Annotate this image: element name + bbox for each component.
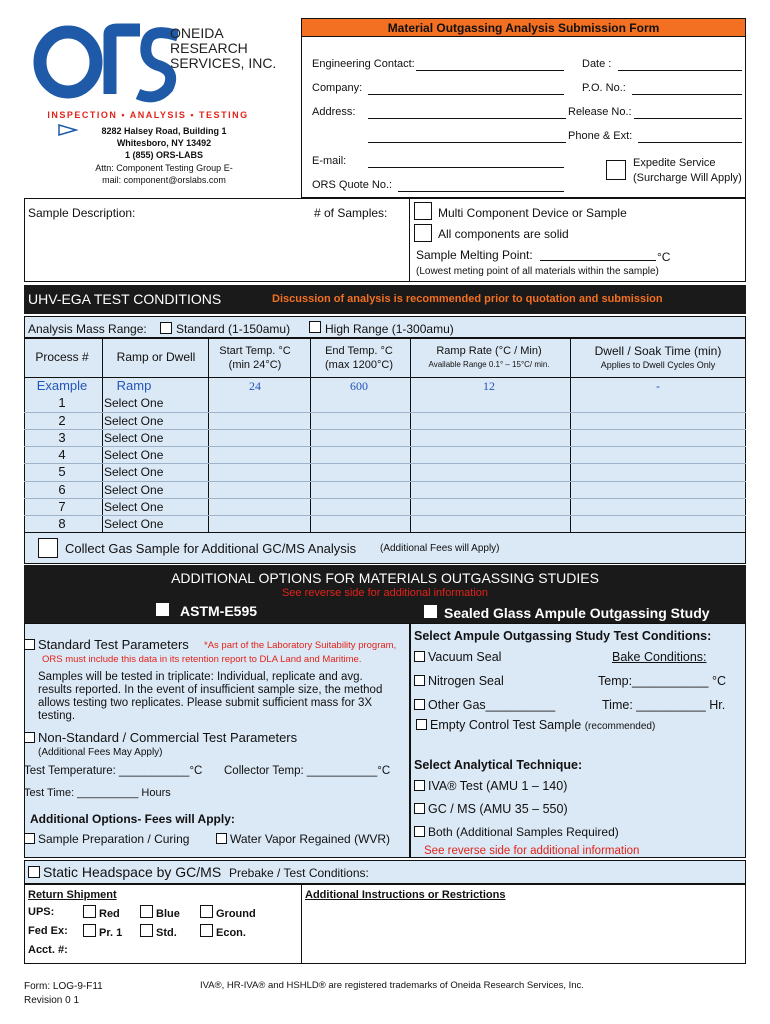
- empty-control-checkbox[interactable]: [416, 719, 427, 730]
- release-no-label: Release No.:: [568, 106, 632, 118]
- sample-description-label: Sample Description:: [28, 206, 136, 220]
- nonstandard-checkbox[interactable]: [24, 732, 35, 743]
- form-id: Form: LOG-9-F11 Revision 0 1: [24, 981, 103, 1006]
- iva-checkbox[interactable]: [414, 780, 425, 791]
- address-field-1[interactable]: [368, 118, 566, 119]
- standard-range-checkbox[interactable]: [160, 322, 172, 334]
- row-number: 2: [58, 413, 66, 429]
- row-number: 4: [58, 447, 66, 463]
- quote-no-field[interactable]: [398, 191, 564, 192]
- email-label: E-mail:: [312, 155, 347, 167]
- uhv-discussion: Discussion of analysis is recommended prior to quotation and submission: [272, 293, 663, 305]
- vacuum-option: Vacuum Seal: [414, 650, 501, 664]
- bake-time: Time: __________ Hr.: [602, 698, 726, 712]
- col-process: Process #: [35, 350, 89, 364]
- divider: [409, 198, 410, 282]
- table-row: [24, 429, 746, 446]
- ramp-select[interactable]: Select One: [104, 516, 164, 531]
- uhv-title: UHV-EGA TEST CONDITIONS: [28, 291, 222, 307]
- table-row: [24, 463, 746, 480]
- test-temp: Test Temperature: ___________°C: [24, 765, 203, 777]
- bake-temp: Temp:___________ °C: [598, 674, 727, 688]
- melting-note: (Lowest meting point of all materials within the sample): [416, 266, 659, 277]
- gas-sample-label: Collect Gas Sample for Additional GC/MS Analysis: [65, 541, 357, 556]
- pr1-option: Pr. 1: [83, 924, 122, 939]
- ramp-select[interactable]: Select One: [104, 465, 164, 480]
- sealed-checkbox[interactable]: [424, 605, 437, 618]
- standard-params-checkbox[interactable]: [24, 639, 35, 650]
- ups-label: UPS:: [28, 906, 55, 918]
- ground-option: Ground: [200, 905, 256, 920]
- standard-params: Standard Test Parameters: [24, 637, 189, 652]
- table-row: [24, 412, 746, 429]
- std-option: Std.: [140, 924, 177, 939]
- other-gas-option: Other Gas__________: [414, 698, 555, 712]
- wvr-checkbox[interactable]: [216, 833, 227, 844]
- trademark-note: IVA®, HR-IVA® and HSHLD® are registered trademarks of Oneida Research Services, Inc.: [200, 980, 584, 991]
- phone-field[interactable]: [638, 142, 742, 143]
- multi-component-checkbox[interactable]: [414, 202, 432, 220]
- red-option: Red: [83, 905, 120, 920]
- wvr-option: Water Vapor Regained (WVR): [216, 832, 390, 846]
- melting-point-field[interactable]: [540, 260, 656, 261]
- mass-range-label: Analysis Mass Range:: [28, 322, 147, 336]
- acct-label: Acct. #:: [28, 944, 68, 956]
- triplicate-text: Samples will be tested in triplicate: Individual, replicate and avg. results reported. In the event of insufficient sample size, the method allows testing two replicates. Please submit sufficient mass for 3X testing.: [38, 671, 383, 722]
- other-gas-checkbox[interactable]: [414, 699, 425, 710]
- company-field[interactable]: [368, 94, 564, 95]
- ampule-see-reverse: See reverse side for additional information: [424, 845, 640, 857]
- table-row: [24, 395, 746, 412]
- ramp-select[interactable]: Select One: [104, 482, 164, 497]
- company-address: 8282 Halsey Road, Building 1 Whitesboro, NY 13492 1 (855) ORS-LABS: [101, 126, 227, 160]
- all-solid-checkbox[interactable]: [414, 224, 432, 242]
- headspace-checkbox[interactable]: [28, 866, 40, 878]
- ramp-select[interactable]: Select One: [104, 431, 164, 446]
- attn-text: Attn: Component Testing Group E- mail: component@orslabs.com: [95, 163, 233, 185]
- col-dwell: Dwell / Soak Time (min) Applies to Dwell Cycles Only: [594, 344, 722, 370]
- high-range-label: High Range (1-300amu): [325, 322, 454, 336]
- iva-option: IVA® Test (AMU 1 – 140): [414, 779, 567, 793]
- std-checkbox[interactable]: [140, 924, 153, 937]
- pr1-checkbox[interactable]: [83, 924, 96, 937]
- test-time: Test Time: __________ Hours: [24, 787, 171, 799]
- table-row: [24, 446, 746, 463]
- form-title: Material Outgassing Analysis Submission Form: [301, 18, 746, 37]
- ground-checkbox[interactable]: [200, 905, 213, 918]
- company-block: [24, 20, 304, 200]
- tagline: INSPECTION • ANALYSIS • TESTING: [47, 110, 249, 120]
- quote-no-label: ORS Quote No.:: [312, 179, 393, 191]
- headspace-row: [24, 860, 746, 884]
- po-no-label: P.O. No.:: [582, 82, 626, 94]
- standard-note: *As part of the Laboratory Suitability program,: [204, 640, 397, 651]
- standard-range-label: Standard (1-150amu): [176, 322, 291, 336]
- astm-title: ASTM-E595: [180, 603, 258, 619]
- blue-checkbox[interactable]: [140, 905, 153, 918]
- col-end: End Temp. °C (max 1200°C): [325, 345, 393, 371]
- table-row: [24, 481, 746, 498]
- gcms-option: GC / MS (AMU 35 – 550): [414, 802, 568, 816]
- headspace-conditions: Prebake / Test Conditions:: [229, 866, 369, 880]
- additional-options-title: Additional Options- Fees will Apply:: [30, 812, 235, 826]
- all-solid-label: All components are solid: [438, 227, 569, 241]
- red-checkbox[interactable]: [83, 905, 96, 918]
- melting-unit: °C: [657, 250, 671, 264]
- gcms-checkbox[interactable]: [414, 803, 425, 814]
- num-samples-label: # of Samples:: [314, 206, 388, 220]
- engineering-contact-field[interactable]: [416, 70, 564, 71]
- table-row: [24, 498, 746, 515]
- multi-component-label: Multi Component Device or Sample: [438, 206, 627, 220]
- additional-see-reverse: See reverse side for additional information: [281, 587, 489, 599]
- ramp-select[interactable]: Select One: [104, 396, 164, 410]
- uhv-header: [24, 285, 746, 314]
- row-number: 8: [58, 515, 66, 531]
- table-header: [24, 338, 746, 378]
- gas-sample-fees: (Additional Fees will Apply): [380, 543, 500, 554]
- po-no-field[interactable]: [632, 94, 742, 95]
- date-field[interactable]: [618, 70, 742, 71]
- nonstandard-params: Non-Standard / Commercial Test Parameters: [24, 730, 297, 745]
- econ-checkbox[interactable]: [200, 924, 213, 937]
- nitrogen-option: Nitrogen Seal: [414, 674, 504, 688]
- instructions-title: Additional Instructions or Restrictions: [305, 889, 506, 901]
- vacuum-checkbox[interactable]: [414, 651, 425, 662]
- mass-range-row: [24, 316, 746, 338]
- high-range-checkbox[interactable]: [309, 321, 321, 333]
- both-option: Both (Additional Samples Required): [414, 825, 619, 839]
- melting-point-label: Sample Melting Point:: [416, 248, 533, 262]
- table-row: [24, 515, 746, 532]
- company-label: Company:: [312, 82, 363, 94]
- company-name: ONEIDA RESEARCH SERVICES, INC.: [170, 25, 277, 71]
- email-field[interactable]: [368, 167, 564, 168]
- sealed-title: Sealed Glass Ampule Outgassing Study: [444, 605, 710, 621]
- fedex-label: Fed Ex:: [28, 925, 68, 937]
- ors-note: ORS must include this data in its retention report to DLA Land and Maritime.: [42, 654, 362, 665]
- row-number: 7: [58, 498, 66, 514]
- address-label: Address:: [312, 106, 356, 118]
- expedite-checkbox[interactable]: [606, 160, 626, 180]
- col-ramp: Ramp or Dwell: [116, 350, 196, 364]
- phone-label: Phone & Ext:: [568, 130, 633, 142]
- empty-control-option: Empty Control Test Sample (recommended): [416, 718, 655, 732]
- additional-header: [24, 565, 746, 623]
- prep-option: Sample Preparation / Curing: [24, 832, 189, 846]
- ramp-select[interactable]: Select One: [104, 499, 164, 514]
- bake-label: Bake Conditions:: [612, 650, 707, 664]
- nitrogen-checkbox[interactable]: [414, 675, 425, 686]
- row-number: 5: [58, 464, 66, 480]
- ors-logo: [28, 22, 178, 104]
- engineering-contact-label: Engineering Contact:: [312, 58, 415, 70]
- row-number: 1: [58, 395, 66, 410]
- example-row: Example Ramp 24 600 12 -: [36, 378, 660, 393]
- both-checkbox[interactable]: [414, 826, 425, 837]
- date-label: Date :: [582, 58, 612, 70]
- additional-title: ADDITIONAL OPTIONS FOR MATERIALS OUTGASSING STUDIES: [171, 570, 599, 586]
- release-no-field[interactable]: [634, 118, 742, 119]
- ramp-select[interactable]: Select One: [104, 414, 164, 429]
- nonstandard-fees: (Additional Fees May Apply): [38, 747, 163, 758]
- prep-checkbox[interactable]: [24, 833, 35, 844]
- row-number: 6: [58, 481, 66, 497]
- col-start: Start Temp. °C (min 24°C): [219, 345, 291, 371]
- expedite-label: Expedite Service (Surcharge Will Apply): [633, 157, 742, 184]
- address-field-2[interactable]: [368, 142, 566, 143]
- technique-title: Select Analytical Technique:: [414, 758, 583, 772]
- astm-checkbox[interactable]: [156, 603, 169, 616]
- gas-sample-checkbox[interactable]: [38, 538, 58, 558]
- ramp-select[interactable]: Select One: [104, 448, 164, 463]
- headspace-option: Static Headspace by GC/MS: [28, 864, 221, 880]
- col-rate: Ramp Rate (°C / Min) Available Range 0.1° – 15°C/ min.: [428, 345, 550, 369]
- econ-option: Econ.: [200, 924, 246, 939]
- row-number: 3: [58, 430, 66, 446]
- collector-temp: Collector Temp: ___________°C: [224, 765, 391, 777]
- return-shipment-title: Return Shipment: [28, 889, 117, 901]
- ampule-title: Select Ampule Outgassing Study Test Conditions:: [414, 629, 712, 643]
- blue-option: Blue: [140, 905, 180, 920]
